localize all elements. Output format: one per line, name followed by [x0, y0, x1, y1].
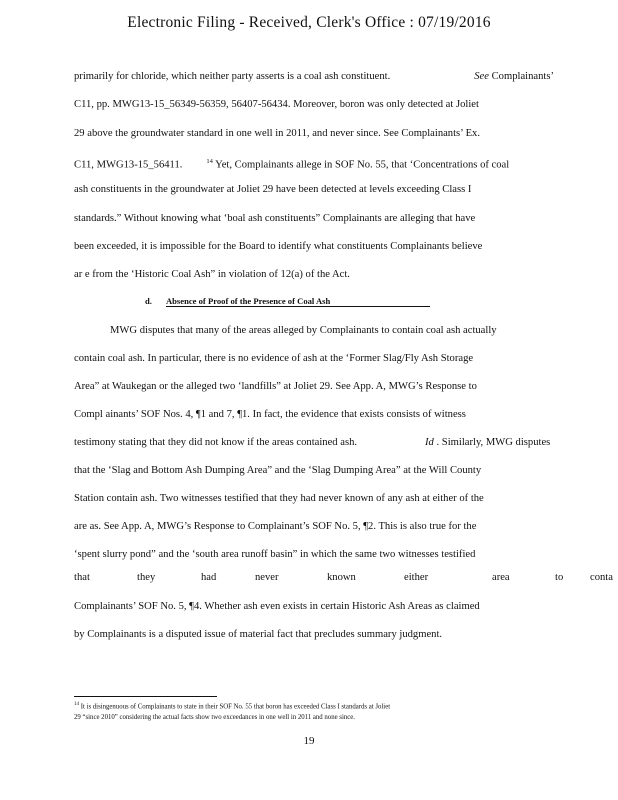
- body-line: Area” at Waukegan or the alleged two ‘landfills” at Joliet 29. See App. A, MWG’s Response to: [74, 381, 477, 392]
- spread-word: that: [74, 572, 90, 583]
- citation-signal: Id: [425, 437, 434, 448]
- body-line: ar e from the ‘Historic Coal Ash” in violation of 12(a) of the Act.: [74, 269, 350, 280]
- body-line: 29 above the groundwater standard in one well in 2011, and never since. See Complainants’ Ex.: [74, 128, 480, 139]
- footnote-separator: [74, 696, 217, 697]
- footnote-reference: 14: [206, 158, 213, 165]
- spread-word: conta: [590, 572, 613, 583]
- spread-word: to: [555, 572, 564, 583]
- footnote-line: [74, 702, 390, 710]
- body-line: MWG disputes that many of the areas alleged by Complainants to contain coal ash actually: [110, 325, 497, 336]
- section-title: Absence of Proof of the Presence of Coal Ash: [166, 296, 430, 307]
- body-line: ash constituents in the groundwater at Joliet 29 have been detected at levels exceeding Class I: [74, 184, 472, 195]
- line-text: . Similarly, MWG disputes: [433, 437, 551, 448]
- body-line: Station contain ash. Two witnesses testified that they had never known of any ash at either of the: [74, 493, 484, 504]
- line-text: primarily for chloride, which neither party asserts is a coal ash constituent.: [74, 71, 391, 82]
- body-line: [74, 155, 509, 172]
- line-text: Complainants’: [488, 71, 554, 82]
- page-number: 19: [303, 735, 315, 747]
- body-line: Compl ainants’ SOF Nos. 4, ¶1 and 7, ¶1. In fact, the evidence that exists consists of witness: [74, 409, 466, 420]
- body-line: [74, 70, 554, 83]
- spread-word: known: [327, 572, 356, 583]
- filing-stamp-header: Electronic Filing - Received, Clerk's Office : 07/19/2016: [127, 14, 491, 31]
- spread-word: never: [255, 572, 279, 583]
- line-text: Yet, Complainants allege in SOF No. 55, that ‘Concentrations of coal: [212, 159, 510, 171]
- spread-word: either: [404, 572, 429, 583]
- body-line: standards.” Without knowing what ‘boal ash constituents” Complainants are alleging that have: [74, 213, 476, 224]
- body-line: C11, pp. MWG13-15_56349-56359, 56407-56434. Moreover, boron was only detected at Joliet: [74, 99, 479, 110]
- spread-word: had: [201, 572, 217, 583]
- spread-word: they: [137, 572, 156, 583]
- footnote-line: 29 “since 2010” considering the actual facts show two exceedances in one well in 2011 and none since.: [74, 714, 355, 721]
- spread-word: area: [492, 572, 510, 583]
- body-line: that the ‘Slag and Bottom Ash Dumping Area” and the ‘Slag Dumping Area” at the Will County: [74, 465, 482, 476]
- body-line: by Complainants is a disputed issue of material fact that precludes summary judgment.: [74, 629, 443, 640]
- section-letter: d.: [145, 296, 152, 306]
- section-heading: [145, 296, 430, 306]
- body-line: been exceeded, it is impossible for the Board to identify what constituents Complainants believe: [74, 241, 483, 252]
- line-text: C11, MWG13-15_56411.: [74, 159, 183, 171]
- body-line: [74, 436, 550, 449]
- line-text: testimony stating that they did not know if the areas contained ash.: [74, 437, 358, 448]
- body-line: Complainants’ SOF No. 5, ¶4. Whether ash even exists in certain Historic Ash Areas as claimed: [74, 601, 480, 612]
- body-line: are as. See App. A, MWG’s Response to Complainant’s SOF No. 5, ¶2. This is also true for the: [74, 521, 477, 532]
- body-line: contain coal ash. In particular, there is no evidence of ash at the ‘Former Slag/Fly Ash Storage: [74, 353, 474, 364]
- footnote-text: It is disingenuous of Complainants to state in their SOF No. 55 that boron has exceeded Class I standards at Joliet: [79, 703, 391, 711]
- footnote-number: 14: [74, 702, 79, 707]
- citation-signal: See: [474, 71, 489, 82]
- body-line: ‘spent slurry pond” and the ‘south area runoff basin” in which the same two witnesses testified: [74, 549, 476, 560]
